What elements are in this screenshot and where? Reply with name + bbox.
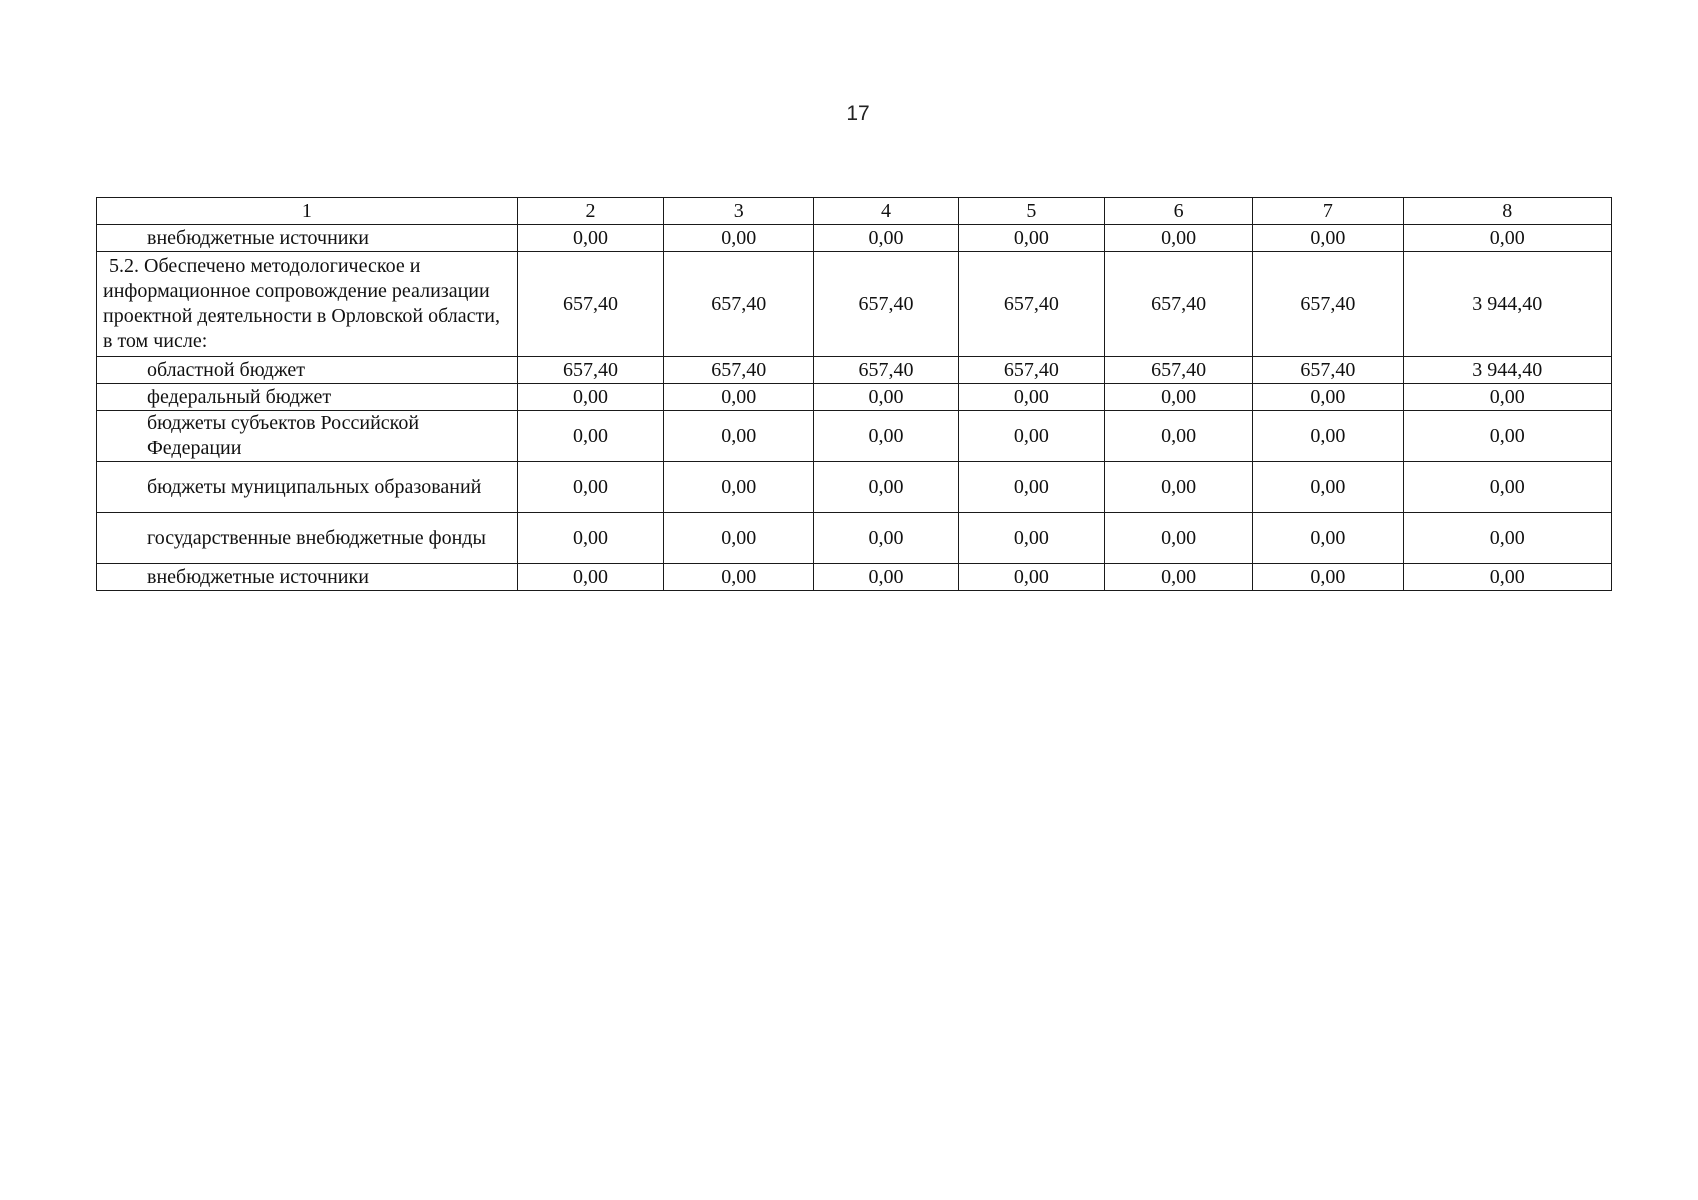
value-cell: 3 944,40 bbox=[1403, 357, 1611, 384]
value-cell: 0,00 bbox=[1253, 384, 1403, 411]
value-cell: 0,00 bbox=[517, 225, 663, 252]
table-row bbox=[97, 513, 1612, 564]
table-row bbox=[97, 225, 1612, 252]
value-cell: 657,40 bbox=[517, 357, 663, 384]
value-cell: 0,00 bbox=[517, 462, 663, 513]
header-cell: 4 bbox=[814, 198, 958, 225]
table-row bbox=[97, 411, 1612, 462]
header-cell: 2 bbox=[517, 198, 663, 225]
value-cell: 657,40 bbox=[1104, 357, 1252, 384]
value-cell: 0,00 bbox=[1104, 225, 1252, 252]
table-row bbox=[97, 357, 1612, 384]
value-cell: 0,00 bbox=[1104, 384, 1252, 411]
value-cell: 0,00 bbox=[958, 411, 1104, 462]
value-cell: 0,00 bbox=[958, 564, 1104, 591]
value-cell: 0,00 bbox=[1104, 411, 1252, 462]
row-label: федеральный бюджет bbox=[97, 384, 518, 411]
value-cell: 0,00 bbox=[814, 411, 958, 462]
row-label: внебюджетные источники bbox=[97, 564, 518, 591]
value-cell: 0,00 bbox=[664, 411, 814, 462]
value-cell: 0,00 bbox=[664, 513, 814, 564]
row-label: областной бюджет bbox=[97, 357, 518, 384]
value-cell: 657,40 bbox=[814, 252, 958, 357]
value-cell: 0,00 bbox=[1403, 513, 1611, 564]
row-label: бюджеты субъектов Российской Федерации bbox=[97, 411, 518, 462]
value-cell: 0,00 bbox=[517, 384, 663, 411]
value-cell: 657,40 bbox=[664, 252, 814, 357]
value-cell: 0,00 bbox=[664, 225, 814, 252]
value-cell: 657,40 bbox=[958, 252, 1104, 357]
value-cell: 0,00 bbox=[814, 225, 958, 252]
value-cell: 0,00 bbox=[814, 513, 958, 564]
value-cell: 0,00 bbox=[517, 513, 663, 564]
row-label: бюджеты муниципальных образований bbox=[97, 462, 518, 513]
table-row bbox=[97, 462, 1612, 513]
value-cell: 0,00 bbox=[664, 564, 814, 591]
value-cell: 0,00 bbox=[958, 384, 1104, 411]
page-number: 17 bbox=[846, 102, 870, 125]
header-cell: 6 bbox=[1104, 198, 1252, 225]
value-cell: 0,00 bbox=[814, 564, 958, 591]
value-cell: 0,00 bbox=[1253, 564, 1403, 591]
value-cell: 0,00 bbox=[1403, 225, 1611, 252]
value-cell: 657,40 bbox=[517, 252, 663, 357]
table-header-row bbox=[97, 198, 1612, 225]
value-cell: 657,40 bbox=[814, 357, 958, 384]
value-cell: 0,00 bbox=[1104, 564, 1252, 591]
value-cell: 0,00 bbox=[1403, 564, 1611, 591]
value-cell: 0,00 bbox=[958, 513, 1104, 564]
value-cell: 0,00 bbox=[664, 384, 814, 411]
value-cell: 0,00 bbox=[1104, 513, 1252, 564]
header-cell: 7 bbox=[1253, 198, 1403, 225]
value-cell: 0,00 bbox=[1403, 384, 1611, 411]
value-cell: 657,40 bbox=[1253, 357, 1403, 384]
header-cell: 5 bbox=[958, 198, 1104, 225]
value-cell: 0,00 bbox=[1253, 225, 1403, 252]
value-cell: 0,00 bbox=[664, 462, 814, 513]
value-cell: 0,00 bbox=[1253, 513, 1403, 564]
row-label: государственные внебюджетные фонды bbox=[97, 513, 518, 564]
value-cell: 657,40 bbox=[958, 357, 1104, 384]
value-cell: 0,00 bbox=[814, 462, 958, 513]
row-label: 5.2. Обеспечено методологическое и информационное сопровождение реализации проектной деятельности в Орловской области, в том числе: bbox=[97, 252, 518, 357]
value-cell: 0,00 bbox=[1253, 462, 1403, 513]
budget-table bbox=[96, 197, 1612, 591]
value-cell: 0,00 bbox=[1104, 462, 1252, 513]
row-label: внебюджетные источники bbox=[97, 225, 518, 252]
header-cell: 8 bbox=[1403, 198, 1611, 225]
value-cell: 0,00 bbox=[814, 384, 958, 411]
table-row bbox=[97, 252, 1612, 357]
value-cell: 0,00 bbox=[958, 462, 1104, 513]
value-cell: 657,40 bbox=[664, 357, 814, 384]
value-cell: 3 944,40 bbox=[1403, 252, 1611, 357]
table-row bbox=[97, 564, 1612, 591]
header-cell: 3 bbox=[664, 198, 814, 225]
value-cell: 0,00 bbox=[1403, 462, 1611, 513]
value-cell: 0,00 bbox=[1403, 411, 1611, 462]
value-cell: 657,40 bbox=[1253, 252, 1403, 357]
table-row bbox=[97, 384, 1612, 411]
value-cell: 657,40 bbox=[1104, 252, 1252, 357]
value-cell: 0,00 bbox=[1253, 411, 1403, 462]
value-cell: 0,00 bbox=[517, 564, 663, 591]
header-cell: 1 bbox=[97, 198, 518, 225]
value-cell: 0,00 bbox=[958, 225, 1104, 252]
value-cell: 0,00 bbox=[517, 411, 663, 462]
